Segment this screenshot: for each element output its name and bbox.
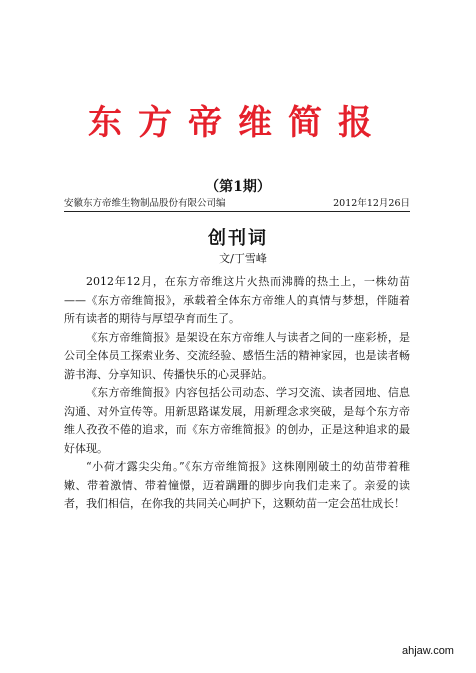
site-watermark: ahjaw.com [402, 645, 454, 657]
publisher-name: 安徽东方帝维生物制品股份有限公司编 [64, 198, 226, 209]
article-paragraph: 《东方帝维简报》内容包括公司动态、学习交流、读者园地、信息沟通、对外宣传等。用新思路谋发展，用新理念求突破，是每个东方帝维人孜孜不倦的追求，而《东方帝维简报》的创办，正是这种追求的最好体现。 [64, 386, 410, 455]
issue-number: （第1期） [205, 179, 271, 195]
newsletter-masthead: 东方帝维简报 [88, 103, 388, 143]
article-author: 文/丁雪峰 [219, 252, 267, 265]
article-paragraph: “小荷才露尖尖角。”《东方帝维简报》这株刚刚破土的幼苗带着稚嫩、带着激情、带着憧憬，迈着蹒跚的脚步向我们走来了。亲爱的读者，我们相信，在你我的共同关心呵护下，这颗幼苗一定会茁壮成长！ [64, 460, 410, 510]
article-title: 创刊词 [208, 228, 268, 249]
article-paragraph: 《东方帝维简报》是架设在东方帝维人与读者之间的一座彩桥，是公司全体员工探索业务、交流经验、感悟生活的精神家园，也是读者畅游书海、分享知识、传播快乐的心灵驿站。 [64, 330, 410, 381]
publication-date: 2012年12月26日 [333, 198, 410, 209]
article-body [64, 273, 410, 514]
publication-info-line [64, 198, 410, 212]
article-paragraph: 2012年12月，在东方帝维这片火热而沸腾的热土上，一株幼苗——《东方帝维简报》，承载着全体东方帝维人的真情与梦想，伴随着所有读者的期待与厚望孕育而生了。 [64, 275, 410, 325]
